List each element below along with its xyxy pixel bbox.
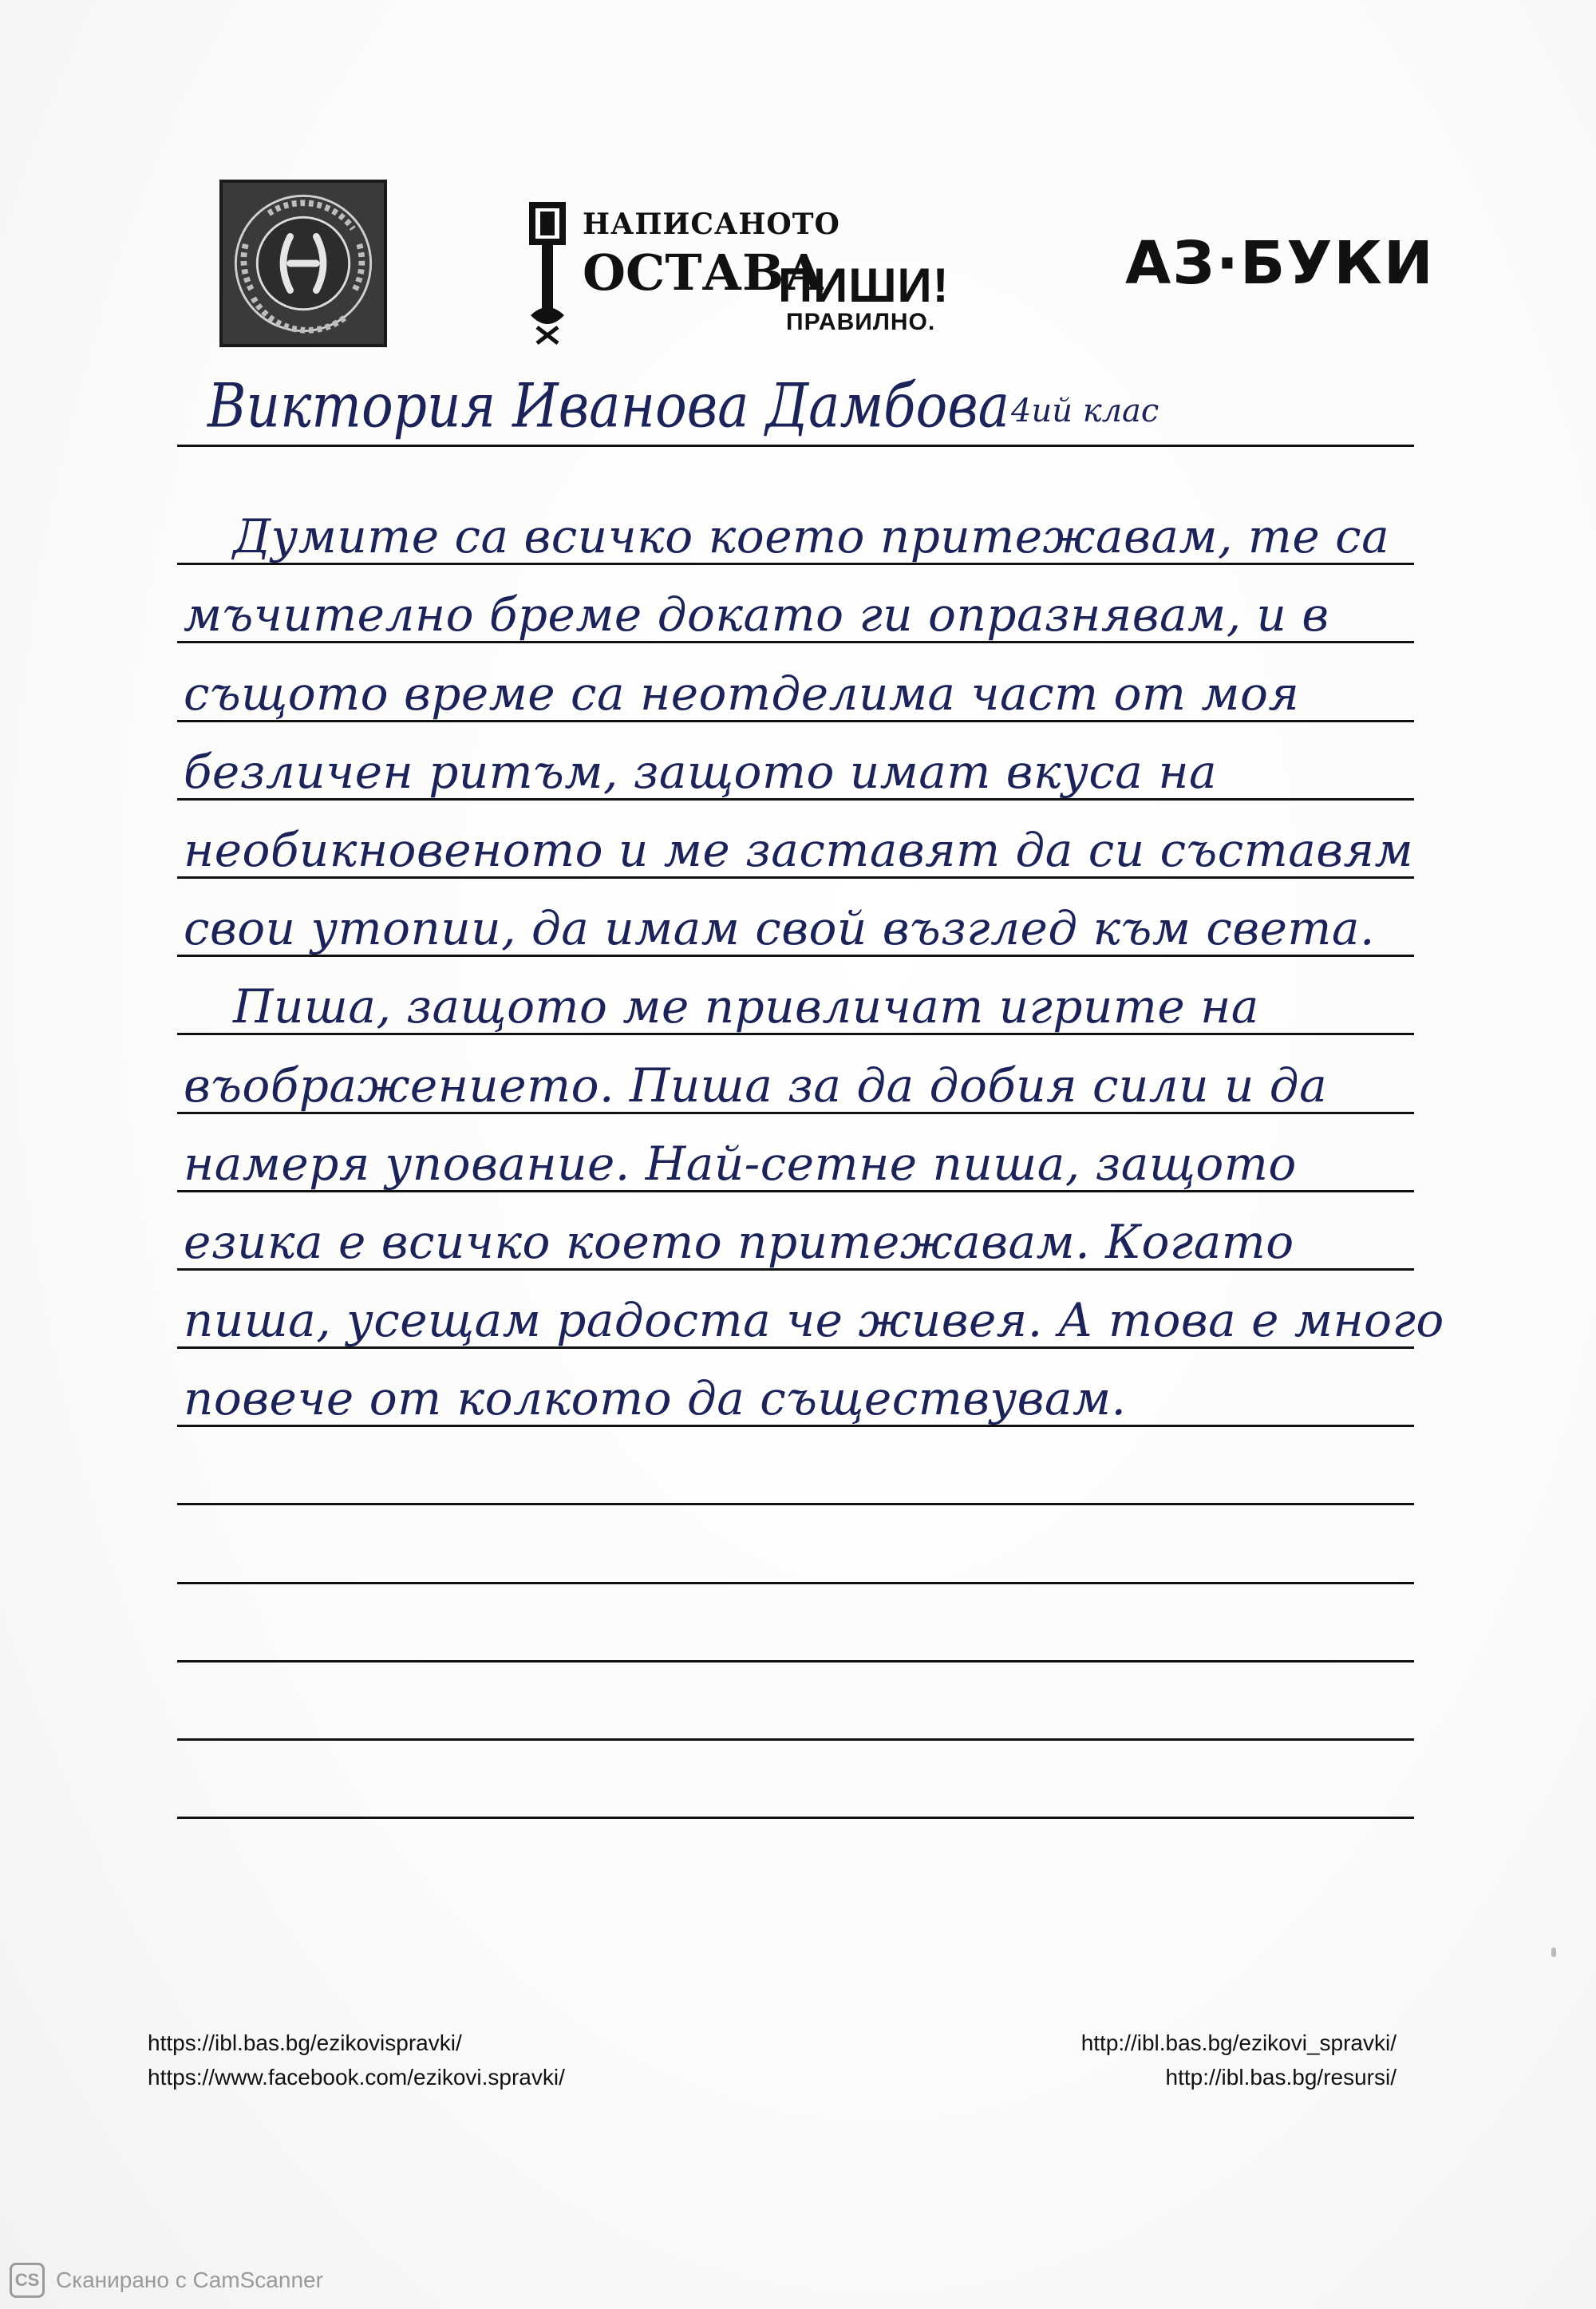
- project-line-1: НАПИСАНОТО: [583, 208, 840, 241]
- institute-emblem: [219, 180, 387, 347]
- essay-line: повече от колкото да съществувам.: [184, 1371, 1127, 1426]
- footer-link[interactable]: https://www.facebook.com/ezikovi.spravki/: [148, 2065, 565, 2090]
- paper-mark: [1551, 1947, 1556, 1957]
- institute-seal-icon: [223, 183, 384, 344]
- footer-left-links: [148, 2026, 565, 2094]
- azbuki-logo: АЗ·БУКИ: [1125, 229, 1435, 298]
- camscanner-icon: CS: [10, 2263, 45, 2298]
- student-name: Виктория Иванова Дамбова: [207, 370, 1009, 441]
- ruled-line: [177, 487, 1414, 565]
- student-grade: 4ий клас: [1011, 393, 1159, 429]
- ruled-line: [177, 1035, 1414, 1113]
- footer-right-links: [1081, 2026, 1396, 2094]
- footer-link[interactable]: http://ibl.bas.bg/resursi/: [1165, 2065, 1396, 2090]
- student-name-line: [177, 370, 1414, 447]
- ruled-line-empty: [177, 1741, 1414, 1819]
- essay-line: намеря упование. Най-сетне пиша, защото: [184, 1136, 1297, 1191]
- ruled-line: [177, 801, 1414, 879]
- ruled-line: [177, 879, 1414, 957]
- essay-line: необикновеното и ме заставят да си съставям: [184, 822, 1414, 877]
- essay-line: свои утопии, да имам свой възглед към света.: [184, 901, 1375, 956]
- project-line-2: ОСТАВА: [583, 243, 824, 302]
- ruled-line: [177, 1192, 1414, 1271]
- ruled-line: [177, 1114, 1414, 1192]
- footer-link[interactable]: http://ibl.bas.bg/ezikovi_spravki/: [1080, 2030, 1396, 2055]
- ruled-line: [177, 957, 1414, 1035]
- essay-line: пиша, усещам радоста че живея. А това е много: [184, 1293, 1444, 1348]
- ruled-line: [177, 565, 1414, 643]
- essay-line: Пиша, защото ме привличат игрите на: [233, 979, 1259, 1034]
- camscanner-watermark: [10, 2263, 323, 2298]
- ruled-line: [177, 1349, 1414, 1427]
- essay-line: мъчително бреме докато ги опразнявам, и в: [184, 587, 1329, 642]
- essay-line: същото време са неотделима част от моя: [184, 666, 1300, 721]
- letterhead: [184, 172, 1435, 363]
- ruled-line-empty: [177, 1505, 1414, 1583]
- campaign-title: ПИШИ!: [778, 259, 950, 312]
- ruled-line: [177, 643, 1414, 722]
- camscanner-text: Сканирано с CamScanner: [56, 2267, 323, 2292]
- project-logo: [523, 188, 1041, 347]
- ruled-line-empty: [177, 1427, 1414, 1505]
- ornamental-initial-icon: [523, 196, 579, 347]
- footer-link[interactable]: https://ibl.bas.bg/ezikovispravki/: [148, 2030, 462, 2055]
- essay-body: [177, 487, 1444, 1819]
- ruled-line-empty: [177, 1663, 1414, 1741]
- ruled-line-empty: [177, 1584, 1414, 1663]
- ruled-line: [177, 722, 1414, 801]
- essay-line: безличен ритъм, защото имат вкуса на: [184, 744, 1218, 799]
- essay-line: въображението. Пиша за да добия сили и да: [184, 1058, 1328, 1113]
- essay-line: Думите са всичко което притежавам, те са: [233, 509, 1390, 564]
- ruled-line: [177, 1271, 1444, 1349]
- essay-line: езика е всичко което притежавам. Когато: [184, 1214, 1294, 1269]
- campaign-subtitle: ПРАВИЛНО.: [786, 309, 936, 335]
